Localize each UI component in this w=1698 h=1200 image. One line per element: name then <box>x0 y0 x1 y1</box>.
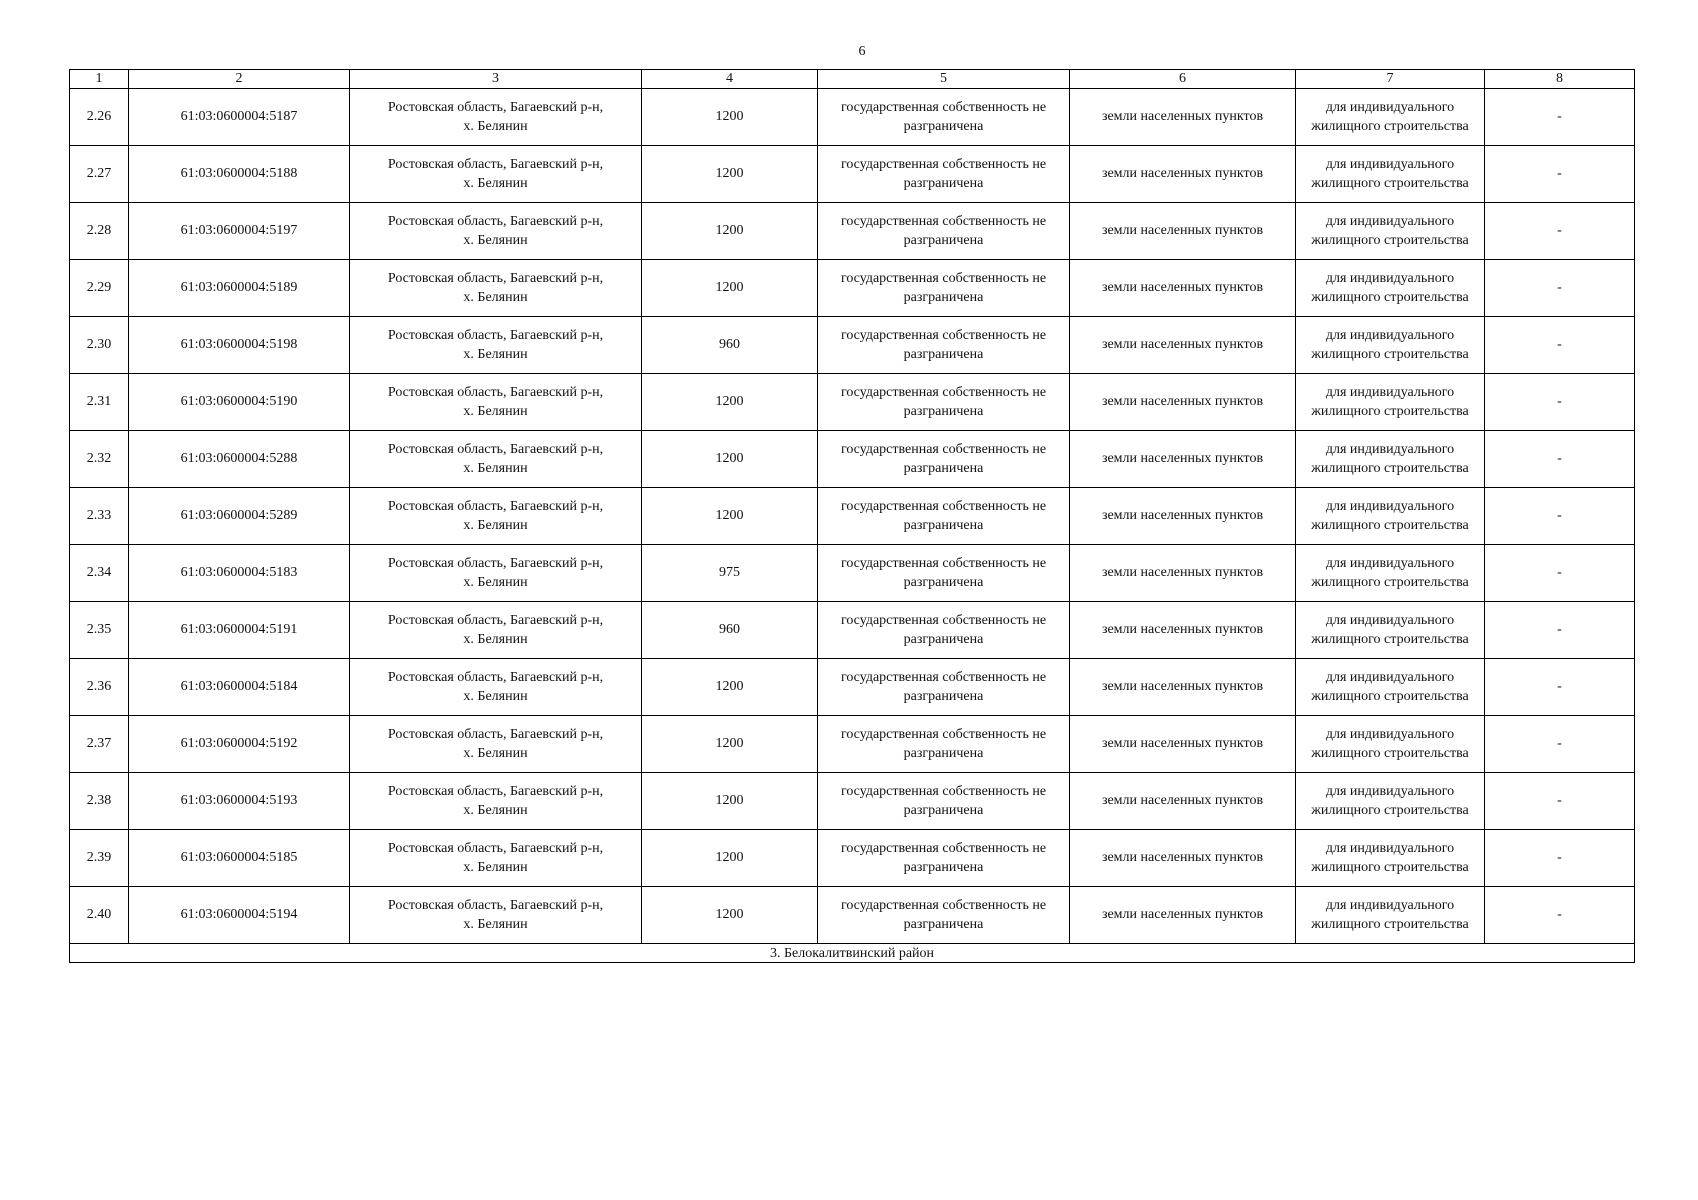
area: 1200 <box>642 488 818 545</box>
ownership: государственная собственность не разграничена <box>818 374 1070 431</box>
permitted-use: для индивидуального жилищного строительства <box>1296 545 1485 602</box>
area: 1200 <box>642 716 818 773</box>
row-number: 2.27 <box>70 146 129 203</box>
land-category: земли населенных пунктов <box>1070 773 1296 830</box>
permitted-use: для индивидуального жилищного строительства <box>1296 146 1485 203</box>
ownership: государственная собственность не разграничена <box>818 716 1070 773</box>
cadastral-number: 61:03:0600004:5183 <box>129 545 350 602</box>
cadastral-number: 61:03:0600004:5191 <box>129 602 350 659</box>
land-category: земли населенных пунктов <box>1070 887 1296 944</box>
ownership: государственная собственность не разграничена <box>818 260 1070 317</box>
table-row <box>70 716 1635 773</box>
column-number-row <box>70 70 1635 89</box>
note: - <box>1485 659 1635 716</box>
area: 1200 <box>642 203 818 260</box>
address: Ростовская область, Багаевский р-н, х. Белянин <box>350 830 642 887</box>
row-number: 2.28 <box>70 203 129 260</box>
row-number: 2.40 <box>70 887 129 944</box>
address: Ростовская область, Багаевский р-н, х. Белянин <box>350 659 642 716</box>
table-row <box>70 659 1635 716</box>
cadastral-number: 61:03:0600004:5189 <box>129 260 350 317</box>
area: 1200 <box>642 431 818 488</box>
area: 1200 <box>642 830 818 887</box>
column-header-6: 6 <box>1070 70 1296 89</box>
ownership: государственная собственность не разграничена <box>818 887 1070 944</box>
note: - <box>1485 488 1635 545</box>
address: Ростовская область, Багаевский р-н, х. Белянин <box>350 203 642 260</box>
row-number: 2.26 <box>70 89 129 146</box>
note: - <box>1485 773 1635 830</box>
column-header-1: 1 <box>70 70 129 89</box>
permitted-use: для индивидуального жилищного строительства <box>1296 488 1485 545</box>
row-number: 2.33 <box>70 488 129 545</box>
cadastral-number: 61:03:0600004:5184 <box>129 659 350 716</box>
permitted-use: для индивидуального жилищного строительства <box>1296 830 1485 887</box>
address: Ростовская область, Багаевский р-н, х. Белянин <box>350 431 642 488</box>
cadastral-number: 61:03:0600004:5188 <box>129 146 350 203</box>
area: 1200 <box>642 260 818 317</box>
table-row <box>70 89 1635 146</box>
land-category: земли населенных пунктов <box>1070 659 1296 716</box>
ownership: государственная собственность не разграничена <box>818 317 1070 374</box>
note: - <box>1485 716 1635 773</box>
section-row <box>70 944 1635 963</box>
address: Ростовская область, Багаевский р-н, х. Белянин <box>350 317 642 374</box>
ownership: государственная собственность не разграничена <box>818 89 1070 146</box>
note: - <box>1485 317 1635 374</box>
note: - <box>1485 146 1635 203</box>
cadastral-number: 61:03:0600004:5192 <box>129 716 350 773</box>
note: - <box>1485 89 1635 146</box>
land-category: земли населенных пунктов <box>1070 716 1296 773</box>
permitted-use: для индивидуального жилищного строительства <box>1296 431 1485 488</box>
cadastral-number: 61:03:0600004:5190 <box>129 374 350 431</box>
table-row <box>70 203 1635 260</box>
area: 960 <box>642 317 818 374</box>
land-category: земли населенных пунктов <box>1070 317 1296 374</box>
table-row <box>70 488 1635 545</box>
land-plots-table <box>69 69 1635 963</box>
note: - <box>1485 545 1635 602</box>
cadastral-number: 61:03:0600004:5288 <box>129 431 350 488</box>
land-category: земли населенных пунктов <box>1070 488 1296 545</box>
ownership: государственная собственность не разграничена <box>818 146 1070 203</box>
permitted-use: для индивидуального жилищного строительства <box>1296 260 1485 317</box>
permitted-use: для индивидуального жилищного строительства <box>1296 89 1485 146</box>
ownership: государственная собственность не разграничена <box>818 773 1070 830</box>
land-category: земли населенных пунктов <box>1070 260 1296 317</box>
row-number: 2.36 <box>70 659 129 716</box>
row-number: 2.29 <box>70 260 129 317</box>
address: Ростовская область, Багаевский р-н, х. Белянин <box>350 602 642 659</box>
note: - <box>1485 830 1635 887</box>
permitted-use: для индивидуального жилищного строительства <box>1296 602 1485 659</box>
cadastral-number: 61:03:0600004:5198 <box>129 317 350 374</box>
column-header-7: 7 <box>1296 70 1485 89</box>
column-header-8: 8 <box>1485 70 1635 89</box>
note: - <box>1485 374 1635 431</box>
land-category: земли населенных пунктов <box>1070 431 1296 488</box>
ownership: государственная собственность не разграничена <box>818 431 1070 488</box>
address: Ростовская область, Багаевский р-н, х. Белянин <box>350 146 642 203</box>
land-category: земли населенных пунктов <box>1070 203 1296 260</box>
land-category: земли населенных пунктов <box>1070 602 1296 659</box>
land-category: земли населенных пунктов <box>1070 545 1296 602</box>
land-category: земли населенных пунктов <box>1070 146 1296 203</box>
permitted-use: для индивидуального жилищного строительства <box>1296 716 1485 773</box>
table-row <box>70 887 1635 944</box>
table-row <box>70 773 1635 830</box>
note: - <box>1485 431 1635 488</box>
area: 1200 <box>642 887 818 944</box>
land-category: земли населенных пунктов <box>1070 374 1296 431</box>
address: Ростовская область, Багаевский р-н, х. Белянин <box>350 887 642 944</box>
permitted-use: для индивидуального жилищного строительства <box>1296 659 1485 716</box>
area: 1200 <box>642 374 818 431</box>
page-number: 6 <box>858 44 866 59</box>
ownership: государственная собственность не разграничена <box>818 602 1070 659</box>
row-number: 2.35 <box>70 602 129 659</box>
cadastral-number: 61:03:0600004:5185 <box>129 830 350 887</box>
address: Ростовская область, Багаевский р-н, х. Белянин <box>350 260 642 317</box>
ownership: государственная собственность не разграничена <box>818 203 1070 260</box>
area: 1200 <box>642 659 818 716</box>
address: Ростовская область, Багаевский р-н, х. Белянин <box>350 716 642 773</box>
row-number: 2.31 <box>70 374 129 431</box>
area: 1200 <box>642 773 818 830</box>
ownership: государственная собственность не разграничена <box>818 488 1070 545</box>
table-row <box>70 374 1635 431</box>
cadastral-number: 61:03:0600004:5193 <box>129 773 350 830</box>
permitted-use: для индивидуального жилищного строительства <box>1296 887 1485 944</box>
table-row <box>70 317 1635 374</box>
table-row <box>70 431 1635 488</box>
row-number: 2.30 <box>70 317 129 374</box>
note: - <box>1485 602 1635 659</box>
table-row <box>70 545 1635 602</box>
ownership: государственная собственность не разграничена <box>818 545 1070 602</box>
row-number: 2.34 <box>70 545 129 602</box>
address: Ростовская область, Багаевский р-н, х. Белянин <box>350 374 642 431</box>
permitted-use: для индивидуального жилищного строительства <box>1296 374 1485 431</box>
cadastral-number: 61:03:0600004:5194 <box>129 887 350 944</box>
note: - <box>1485 203 1635 260</box>
table-row <box>70 602 1635 659</box>
address: Ростовская область, Багаевский р-н, х. Белянин <box>350 773 642 830</box>
area: 1200 <box>642 89 818 146</box>
address: Ростовская область, Багаевский р-н, х. Белянин <box>350 545 642 602</box>
note: - <box>1485 887 1635 944</box>
row-number: 2.39 <box>70 830 129 887</box>
address: Ростовская область, Багаевский р-н, х. Белянин <box>350 89 642 146</box>
note: - <box>1485 260 1635 317</box>
area: 960 <box>642 602 818 659</box>
table-row <box>70 260 1635 317</box>
section-title: 3. Белокалитвинский район <box>70 944 1635 963</box>
land-category: земли населенных пунктов <box>1070 830 1296 887</box>
column-header-4: 4 <box>642 70 818 89</box>
table-row <box>70 146 1635 203</box>
area: 975 <box>642 545 818 602</box>
table-row <box>70 830 1635 887</box>
address: Ростовская область, Багаевский р-н, х. Белянин <box>350 488 642 545</box>
column-header-2: 2 <box>129 70 350 89</box>
land-category: земли населенных пунктов <box>1070 89 1296 146</box>
ownership: государственная собственность не разграничена <box>818 830 1070 887</box>
permitted-use: для индивидуального жилищного строительства <box>1296 203 1485 260</box>
row-number: 2.37 <box>70 716 129 773</box>
cadastral-number: 61:03:0600004:5187 <box>129 89 350 146</box>
column-header-5: 5 <box>818 70 1070 89</box>
ownership: государственная собственность не разграничена <box>818 659 1070 716</box>
permitted-use: для индивидуального жилищного строительства <box>1296 317 1485 374</box>
row-number: 2.38 <box>70 773 129 830</box>
row-number: 2.32 <box>70 431 129 488</box>
permitted-use: для индивидуального жилищного строительства <box>1296 773 1485 830</box>
cadastral-number: 61:03:0600004:5289 <box>129 488 350 545</box>
cadastral-number: 61:03:0600004:5197 <box>129 203 350 260</box>
column-header-3: 3 <box>350 70 642 89</box>
area: 1200 <box>642 146 818 203</box>
